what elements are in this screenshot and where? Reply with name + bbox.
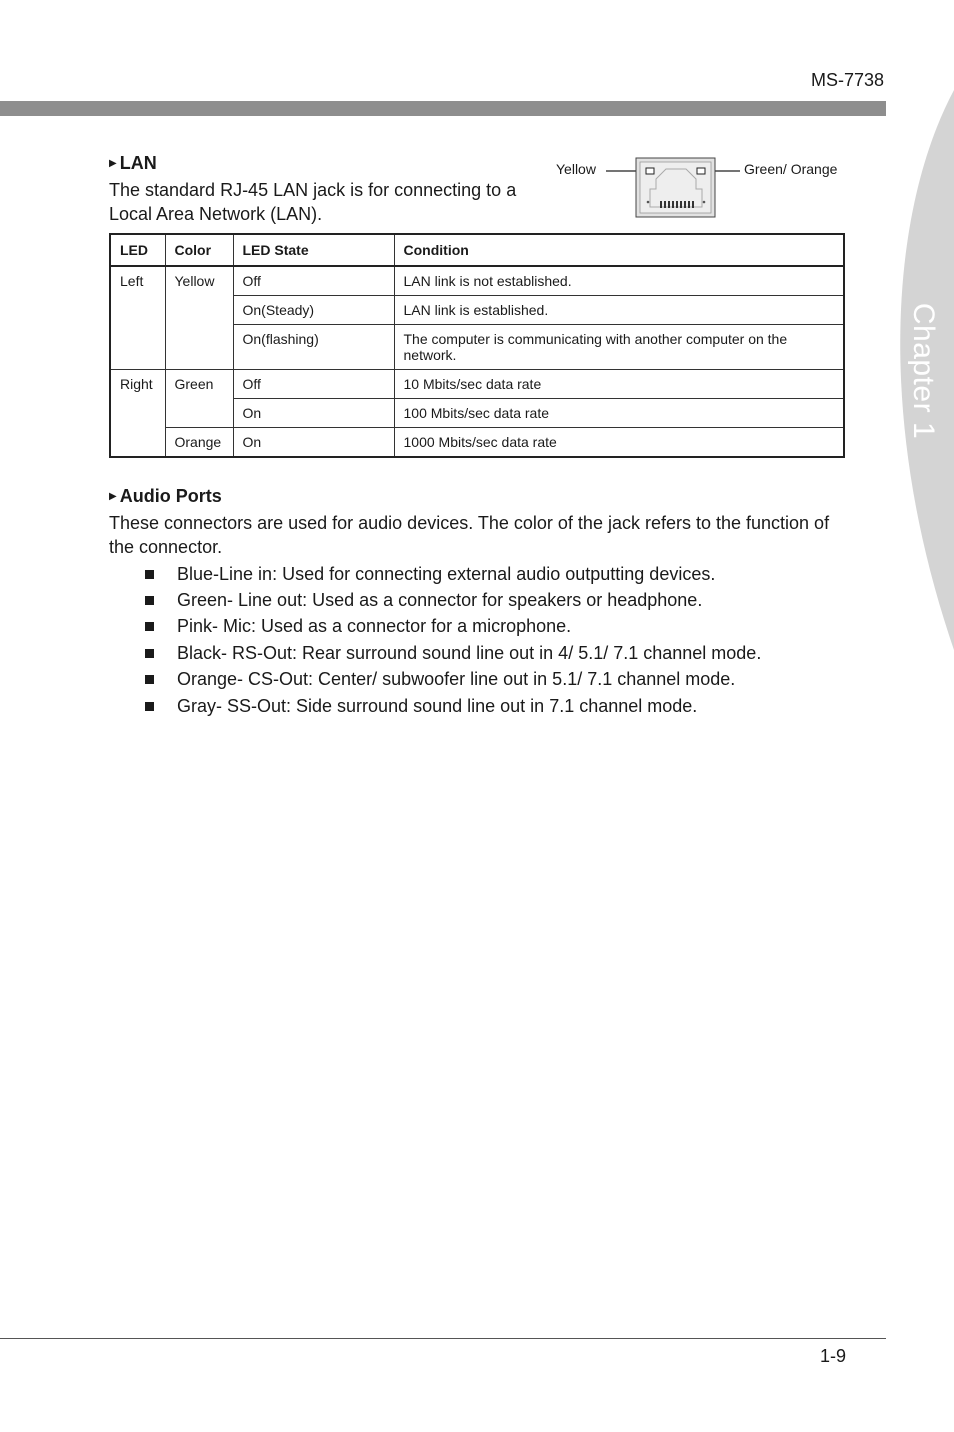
cell-state: On(Steady)	[233, 296, 394, 325]
cell-condition: 100 Mbits/sec data rate	[394, 399, 844, 428]
cell-led: Right	[110, 370, 165, 458]
triangle-bullet-icon: ▶	[109, 491, 117, 502]
square-bullet-icon	[145, 649, 154, 658]
cell-condition: 10 Mbits/sec data rate	[394, 370, 844, 399]
table-row	[110, 428, 844, 458]
square-bullet-icon	[145, 596, 154, 605]
rj45-jack-icon	[556, 157, 856, 219]
header-led-state: LED State	[233, 234, 394, 266]
list-item: Gray- SS-Out: Side surround sound line out in 7.1 channel mode.	[140, 693, 761, 719]
header-condition: Condition	[394, 234, 844, 266]
cell-state: On	[233, 399, 394, 428]
list-item: Pink- Mic: Used as a connector for a microphone.	[140, 614, 761, 640]
lan-led-table	[109, 233, 845, 458]
list-item: Black- RS-Out: Rear surround sound line out in 4/ 5.1/ 7.1 channel mode.	[140, 640, 761, 666]
audio-description: These connectors are used for audio devices. The color of the jack refers to the function of the connector.	[109, 513, 830, 557]
audio-title: Audio Ports	[119, 486, 222, 506]
cell-color: Orange	[165, 428, 233, 458]
cell-state: Off	[233, 370, 394, 399]
cell-state: On	[233, 428, 394, 458]
lan-jack-diagram	[556, 157, 856, 219]
model-number: MS-7738	[810, 70, 884, 90]
cell-color: Yellow	[165, 266, 233, 370]
lan-description: The standard RJ-45 LAN jack is for connecting to a Local Area Network (LAN).	[109, 180, 517, 224]
header-led: LED	[110, 234, 165, 266]
cell-state: On(flashing)	[233, 325, 394, 370]
lan-heading	[109, 153, 157, 174]
jack-label-yellow: Yellow	[556, 161, 596, 177]
cell-color: Green	[165, 370, 233, 428]
cell-condition: 1000 Mbits/sec data rate	[394, 428, 844, 458]
audio-port-list	[140, 561, 761, 719]
square-bullet-icon	[145, 622, 154, 631]
footer-rule	[0, 1338, 886, 1339]
square-bullet-icon	[145, 702, 154, 711]
page-number: 1-9	[819, 1346, 846, 1366]
lan-title: LAN	[119, 153, 157, 173]
cell-condition: LAN link is established.	[394, 296, 844, 325]
list-item: Orange- CS-Out: Center/ subwoofer line out in 5.1/ 7.1 channel mode.	[140, 667, 761, 693]
cell-state: Off	[233, 266, 394, 296]
cell-condition: The computer is communicating with another computer on the network.	[394, 325, 844, 370]
jack-label-green-orange: Green/ Orange	[744, 161, 838, 177]
list-item: Blue-Line in: Used for connecting external audio outputting devices.	[140, 561, 761, 587]
table-row	[110, 266, 844, 296]
table-row	[110, 370, 844, 399]
chapter-label: Chapter 1	[907, 302, 940, 440]
header-bar	[0, 101, 886, 116]
square-bullet-icon	[145, 675, 154, 684]
cell-condition: LAN link is not established.	[394, 266, 844, 296]
cell-led: Left	[110, 266, 165, 370]
table-header-row	[110, 234, 844, 266]
header-color: Color	[165, 234, 233, 266]
audio-heading	[109, 486, 222, 507]
square-bullet-icon	[145, 570, 154, 579]
list-item: Green- Line out: Used as a connector for speakers or headphone.	[140, 587, 761, 613]
triangle-bullet-icon: ▶	[109, 158, 117, 169]
